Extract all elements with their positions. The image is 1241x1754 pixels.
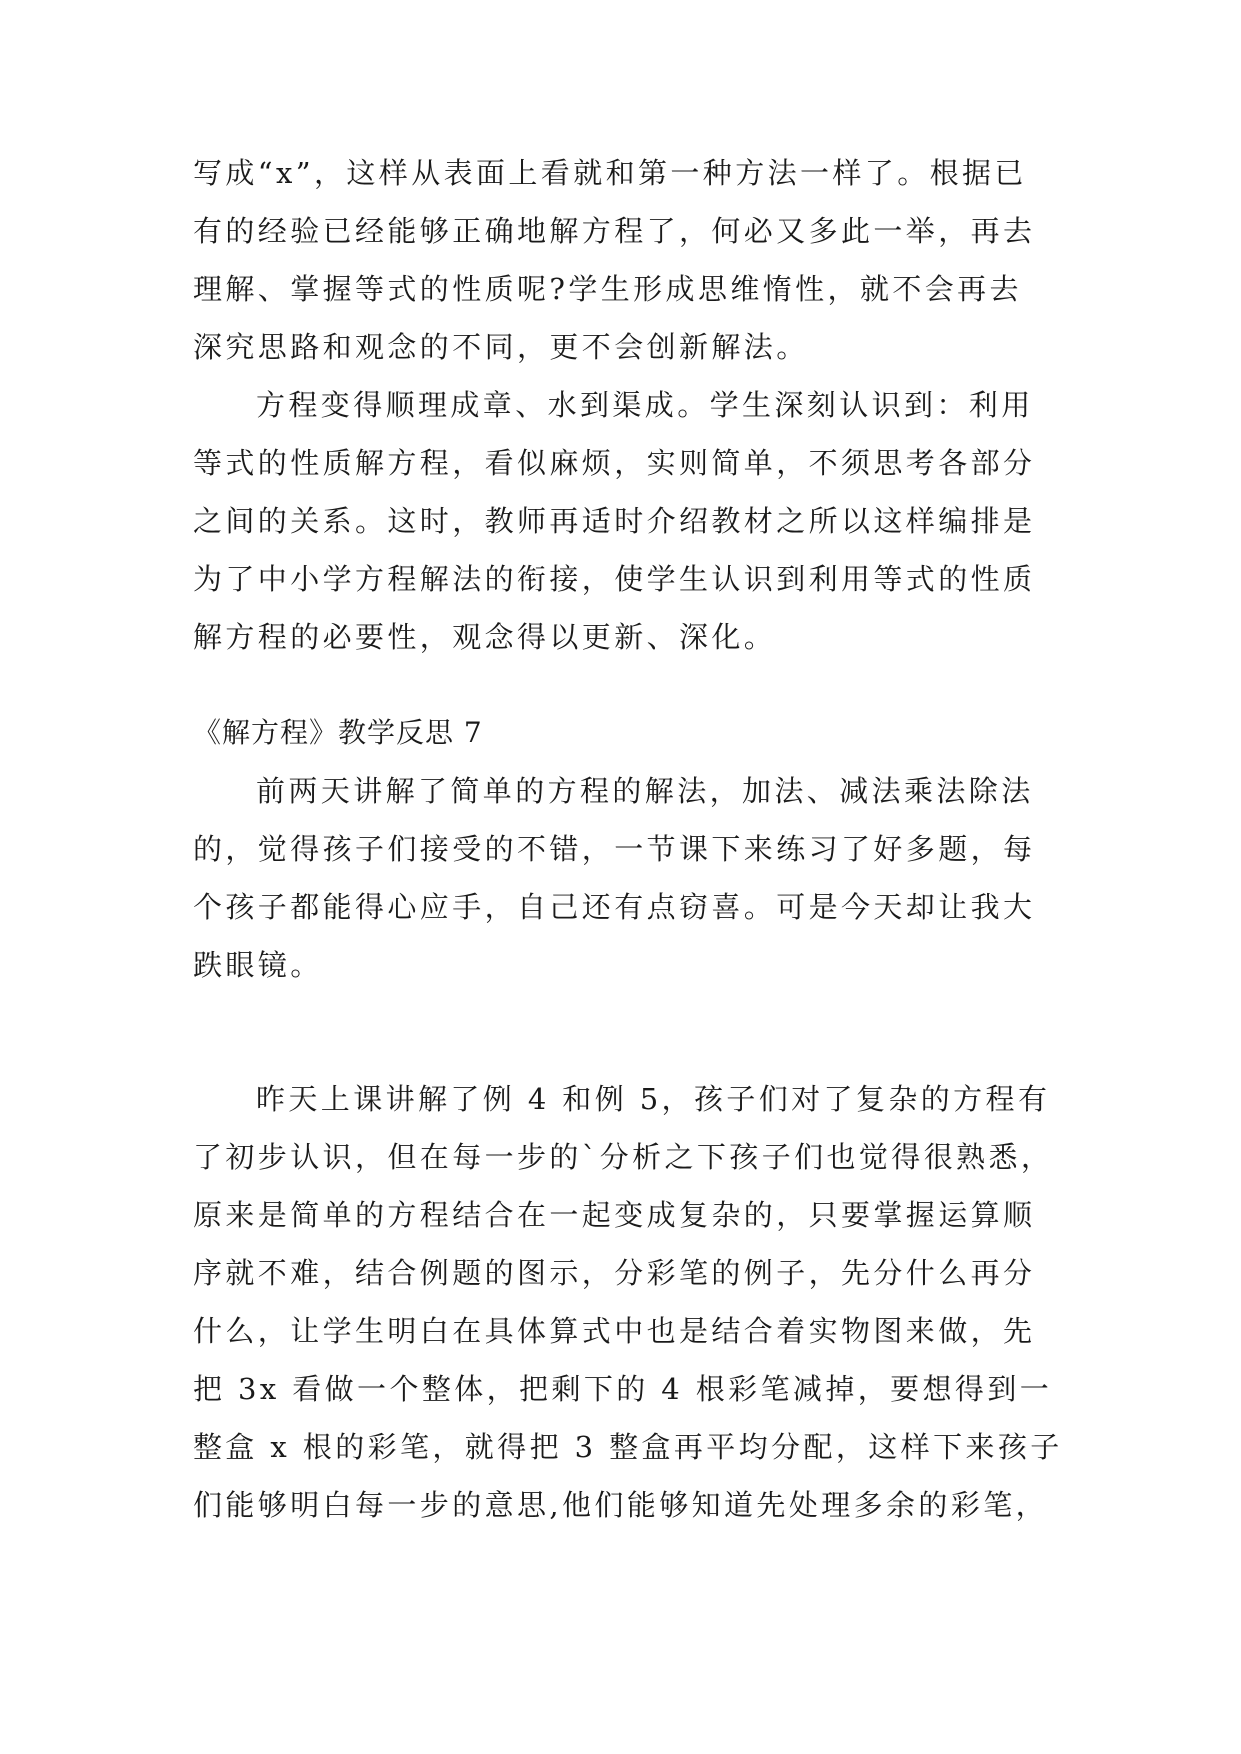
text-line: 解方程的必要性，观念得以更新、深化。: [193, 620, 777, 654]
section-heading: 《解方程》教学反思 7: [193, 716, 483, 749]
text-line: 深究思路和观念的不同，更不会创新解法。: [193, 330, 809, 364]
text-line: 写成“x”，这样从表面上看就和第一种方法一样了。根据已: [193, 156, 1027, 190]
text-line: 之间的关系。这时，教师再适时介绍教材之所以这样编排是: [193, 504, 1036, 538]
paragraph-first-line: 前两天讲解了简单的方程的解法，加法、减法乘法除法: [256, 774, 1034, 808]
text-line: 理解、掌握等式的性质呢?学生形成思维惰性，就不会再去: [193, 272, 1022, 306]
text-line: 的，觉得孩子们接受的不错，一节课下来练习了好多题，每: [193, 832, 1036, 866]
text-line: 序就不难，结合例题的图示，分彩笔的例子，先分什么再分: [193, 1256, 1036, 1290]
text-line: 跌眼镜。: [193, 948, 323, 982]
paragraph-first-line: 昨天上课讲解了例 4 和例 5，孩子们对了复杂的方程有: [256, 1082, 1051, 1116]
text-line: 把 3x 看做一个整体，把剩下的 4 根彩笔减掉，要想得到一: [193, 1372, 1053, 1406]
text-line: 什么，让学生明白在具体算式中也是结合着实物图来做，先: [193, 1314, 1036, 1348]
text-line: 原来是简单的方程结合在一起变成复杂的，只要掌握运算顺: [193, 1198, 1036, 1232]
text-line: 为了中小学方程解法的衔接，使学生认识到利用等式的性质: [193, 562, 1036, 596]
paragraph-first-line: 方程变得顺理成章、水到渠成。学生深刻认识到：利用: [256, 388, 1034, 422]
text-line: 整盒 x 根的彩笔，就得把 3 整盒再平均分配，这样下来孩子: [193, 1430, 1063, 1464]
text-line: 有的经验已经能够正确地解方程了，何必又多此一举，再去: [193, 214, 1036, 248]
text-line: 了初步认识，但在每一步的`分析之下孩子们也觉得很熟悉，: [193, 1140, 1054, 1174]
text-line: 等式的性质解方程，看似麻烦，实则简单，不须思考各部分: [193, 446, 1036, 480]
text-line: 个孩子都能得心应手，自己还有点窃喜。可是今天却让我大: [193, 890, 1036, 924]
text-line: 们能够明白每一步的意思,他们能够知道先处理多余的彩笔，: [193, 1488, 1049, 1522]
